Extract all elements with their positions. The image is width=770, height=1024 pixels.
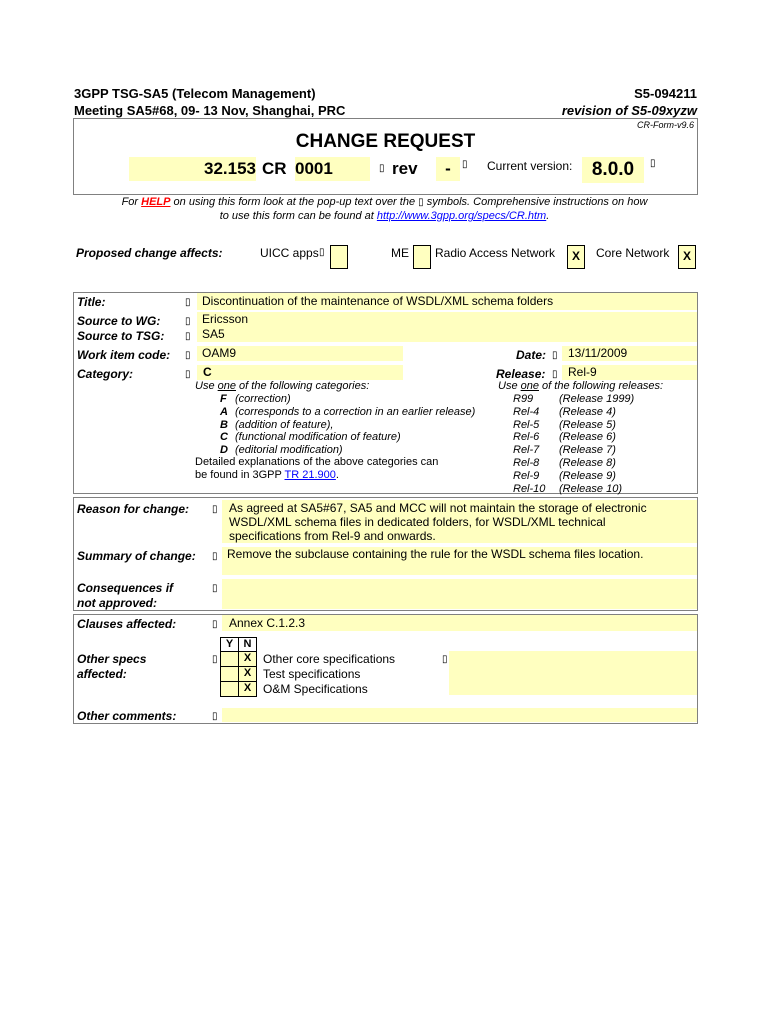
form-box (73, 292, 698, 494)
category-code: F (220, 393, 227, 405)
release-code: Rel-4 (513, 405, 540, 418)
help-symbol-icon[interactable]: ▯ (650, 158, 656, 169)
date-label: Date: (516, 348, 547, 362)
y-header: Y (220, 637, 239, 652)
release-code: Rel-7 (513, 444, 540, 457)
help-symbol-icon: ▯ (552, 350, 558, 361)
help-symbol-icon[interactable]: ▯ (462, 159, 468, 170)
release-field[interactable]: Rel-9 (562, 365, 697, 380)
release-code: Rel-10 (513, 482, 546, 495)
cn-label: Core Network (596, 246, 670, 260)
cr-title: CHANGE REQUEST (295, 131, 476, 152)
consequences-label-2: not approved: (77, 596, 157, 610)
other-specs-field[interactable] (449, 651, 697, 695)
me-checkbox[interactable] (413, 245, 431, 269)
category-desc: (functional modification of feature) (235, 431, 401, 444)
help-prefix: For (121, 196, 142, 208)
other-comments-field[interactable] (222, 708, 697, 722)
help-symbol-icon: ▯ (185, 316, 191, 327)
category-code: B (220, 418, 228, 431)
release-desc: (Release 10) (559, 482, 622, 495)
reason-line: WSDL/XML schema files in dedicated folders, for WSDL/XML technical (229, 515, 606, 529)
release-code: Rel-5 (513, 418, 540, 431)
rel-intro-post: of the following releases: (538, 380, 664, 392)
help-text-2: symbols. Comprehensive instructions on how (423, 196, 648, 208)
help-symbol-icon: ▯ (212, 619, 218, 630)
clauses-label: Clauses affected: (77, 617, 177, 631)
help-symbol-icon: ▯ (185, 297, 191, 308)
release-item (513, 393, 634, 405)
rel-intro-pre: Use (498, 380, 521, 392)
cat-intro-one: one (217, 380, 236, 392)
spec-n-checkbox[interactable]: X (238, 651, 257, 667)
spec-y-checkbox[interactable] (220, 666, 239, 682)
category-item (220, 406, 475, 418)
category-detail-2 (195, 469, 339, 481)
category-item (220, 419, 333, 431)
cr-number-field[interactable]: 0001 (295, 157, 370, 181)
consequences-label-1: Consequences if (77, 581, 174, 595)
release-item (513, 444, 616, 456)
clauses-field[interactable]: Annex C.1.2.3 (222, 615, 697, 631)
help-symbol-icon: ▯ (418, 197, 424, 208)
title-label: Title: (77, 295, 106, 309)
release-item (513, 457, 616, 469)
release-item (513, 431, 616, 443)
release-desc: (Release 1999) (559, 393, 635, 405)
reason-label: Reason for change: (77, 502, 190, 516)
help-symbol-icon: ▯ (212, 504, 218, 515)
help-line-1 (74, 196, 695, 208)
release-code: Rel-9 (513, 469, 540, 482)
me-label: ME (391, 246, 409, 260)
reason-line: specifications from Rel-9 and onwards. (229, 529, 436, 543)
source-tsg-label: Source to TSG: (77, 329, 165, 343)
spec-number-field[interactable]: 32.153 (129, 157, 256, 181)
cat-intro-post: of the following categories: (235, 380, 370, 392)
ran-checkbox[interactable]: X (567, 245, 585, 269)
help-symbol-icon: ▯ (185, 331, 191, 342)
category-item (220, 431, 401, 443)
ran-label: Radio Access Network (435, 246, 556, 260)
spec-n-checkbox[interactable]: X (238, 666, 257, 682)
help-symbol-icon: ▯ (319, 247, 325, 258)
form-version: CR-Form-v9.6 (636, 120, 694, 130)
reason-box (73, 497, 698, 611)
release-desc: (Release 8) (559, 457, 616, 469)
help-text-1: on using this form look at the pop-up text over the (170, 196, 419, 208)
source-tsg-field[interactable]: SA5 (197, 327, 697, 342)
work-item-label: Work item code: (77, 348, 171, 362)
work-item-field[interactable]: OAM9 (197, 346, 403, 361)
release-item (513, 470, 616, 482)
uicc-checkbox[interactable] (330, 245, 348, 269)
help-symbol-icon[interactable]: ▯ (379, 163, 385, 174)
category-code: A (220, 405, 228, 418)
source-wg-label: Source to WG: (77, 314, 161, 328)
release-item (513, 406, 616, 418)
category-desc: (corresponds to a correction in an earlier release) (235, 405, 476, 418)
cn-checkbox[interactable]: X (678, 245, 696, 269)
doc-number: S5-094211 (634, 86, 697, 101)
release-item (513, 419, 616, 431)
category-intro (195, 380, 369, 392)
help-symbol-icon: ▯ (185, 350, 191, 361)
release-desc: (Release 7) (559, 444, 616, 457)
current-version-label: Current version: (487, 159, 573, 173)
title-field[interactable]: Discontinuation of the maintenance of WSDL/XML schema folders (197, 293, 697, 310)
help-symbol-icon: ▯ (212, 583, 218, 594)
help-link[interactable]: HELP (141, 196, 171, 208)
spec-label: O&M Specifications (263, 682, 368, 696)
consequences-field[interactable] (222, 579, 697, 609)
release-desc: (Release 6) (559, 431, 616, 444)
release-intro (498, 380, 663, 392)
reason-field[interactable] (222, 500, 697, 543)
other-specs-label-1: Other specs (77, 652, 147, 666)
summary-field[interactable]: Remove the subclause containing the rule for the WSDL schema files location. (222, 547, 697, 575)
cr-label: CR (262, 159, 287, 178)
release-desc: (Release 9) (559, 469, 616, 482)
spec-label: Other core specifications (263, 652, 396, 666)
release-desc: (Release 5) (559, 418, 616, 431)
other-specs-label-2: affected: (77, 667, 127, 681)
source-wg-field[interactable]: Ericsson (197, 312, 697, 327)
help-line2-suffix: . (546, 210, 550, 222)
category-label: Category: (77, 367, 134, 381)
n-header: N (238, 637, 257, 652)
help-symbol-icon: ▯ (185, 369, 191, 380)
cat-intro-pre: Use (195, 380, 218, 392)
help-symbol-icon: ▯ (212, 711, 218, 722)
category-code: C (220, 431, 228, 444)
help-line2-prefix: to use this form can be found at (219, 210, 377, 222)
current-version-field[interactable]: 8.0.0 (582, 157, 644, 183)
uicc-label: UICC apps (260, 246, 319, 260)
help-symbol-icon: ▯ (212, 551, 218, 562)
cat-detail2-pre: be found in 3GPP (195, 469, 285, 481)
release-label: Release: (496, 367, 546, 381)
help-line-2 (74, 210, 695, 222)
release-item (513, 483, 622, 495)
cat-detail2-post: . (335, 469, 339, 481)
spec-n-checkbox[interactable]: X (238, 681, 257, 697)
date-field[interactable]: 13/11/2009 (562, 346, 697, 361)
spec-label: Test specifications (263, 667, 361, 681)
rev-field[interactable]: - (436, 157, 460, 181)
help-symbol-icon: ▯ (552, 369, 558, 380)
category-field[interactable]: C (197, 365, 403, 380)
category-detail-1: Detailed explanations of the above categories can (195, 456, 439, 468)
tr-21900-link[interactable]: TR 21.900 (284, 469, 336, 481)
org-line: 3GPP TSG-SA5 (Telecom Management) (74, 86, 316, 101)
summary-label: Summary of change: (77, 549, 196, 563)
spec-y-checkbox[interactable] (220, 681, 239, 697)
revision-of: revision of S5-09xyzw (561, 103, 697, 118)
help-symbol-icon: ▯ (442, 654, 448, 665)
other-comments-label: Other comments: (77, 709, 177, 723)
meeting-line: Meeting SA5#68, 09- 13 Nov, Shanghai, PRC (74, 103, 346, 118)
cr-box (73, 118, 698, 195)
release-desc: (Release 4) (559, 405, 616, 418)
spec-y-checkbox[interactable] (220, 651, 239, 667)
category-desc: (editorial modification) (235, 444, 343, 457)
category-desc: (addition of feature), (235, 418, 334, 431)
clauses-box (73, 614, 698, 724)
affects-label: Proposed change affects: (76, 246, 223, 260)
cr-instructions-link[interactable]: http://www.3gpp.org/specs/CR.htm (376, 210, 547, 222)
category-desc: (correction) (235, 393, 291, 405)
rel-intro-one: one (520, 380, 539, 392)
category-item (220, 444, 343, 456)
help-symbol-icon: ▯ (212, 654, 218, 665)
category-item (220, 393, 291, 405)
release-code: Rel-6 (513, 431, 540, 444)
reason-line: As agreed at SA5#67, SA5 and MCC will not maintain the storage of electronic (229, 501, 647, 515)
release-code: R99 (513, 393, 534, 405)
category-code: D (220, 444, 228, 457)
rev-label: rev (392, 159, 418, 178)
release-code: Rel-8 (513, 457, 540, 469)
